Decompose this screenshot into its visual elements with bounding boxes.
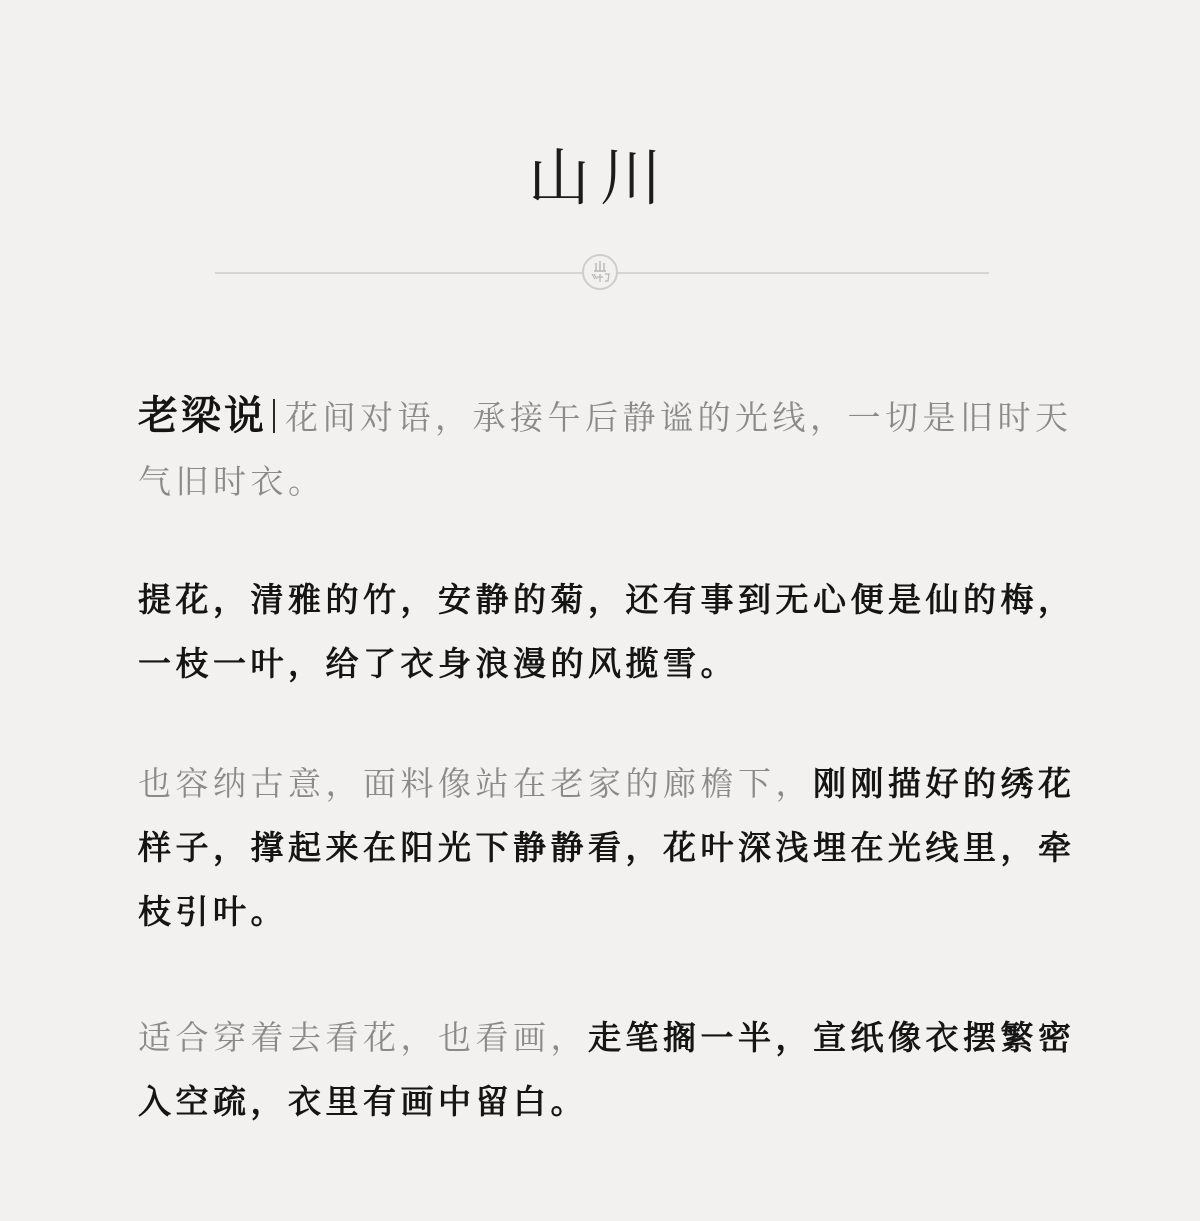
page-title: 山川: [527, 141, 672, 214]
seal-stamp-icon: [582, 254, 618, 290]
paragraph-3: [138, 1006, 1084, 1134]
paragraph-2: [138, 752, 1084, 944]
intro-paragraph: [138, 384, 1084, 514]
intro-lead: 老梁说: [138, 393, 267, 439]
paragraph-1: 提花，清雅的竹，安静的菊，还有事到无心便是仙的梅，一枝一叶，给了衣身浪漫的风揽雪。: [138, 580, 1076, 683]
intro-text: 花间对语，承接午后静谧的光线，一切是旧时天气旧时衣。: [138, 398, 1073, 501]
paragraph-3-light: 适合穿着去看花，也看画，: [138, 1018, 588, 1057]
paragraph-3-strong: 走笔搁一半，宣纸像衣摆繁密入空疏，衣里有画中留白。: [138, 1018, 1076, 1121]
paragraph-2-strong: 刚刚描好的绣花样子，撑起来在阳光下静静看，花叶深浅埋在光线里，牵枝引叶。: [138, 764, 1076, 931]
paragraph-2-light: 也容纳古意，面料像站在老家的廊檐下，: [138, 764, 813, 803]
lead-separator: [273, 399, 275, 433]
